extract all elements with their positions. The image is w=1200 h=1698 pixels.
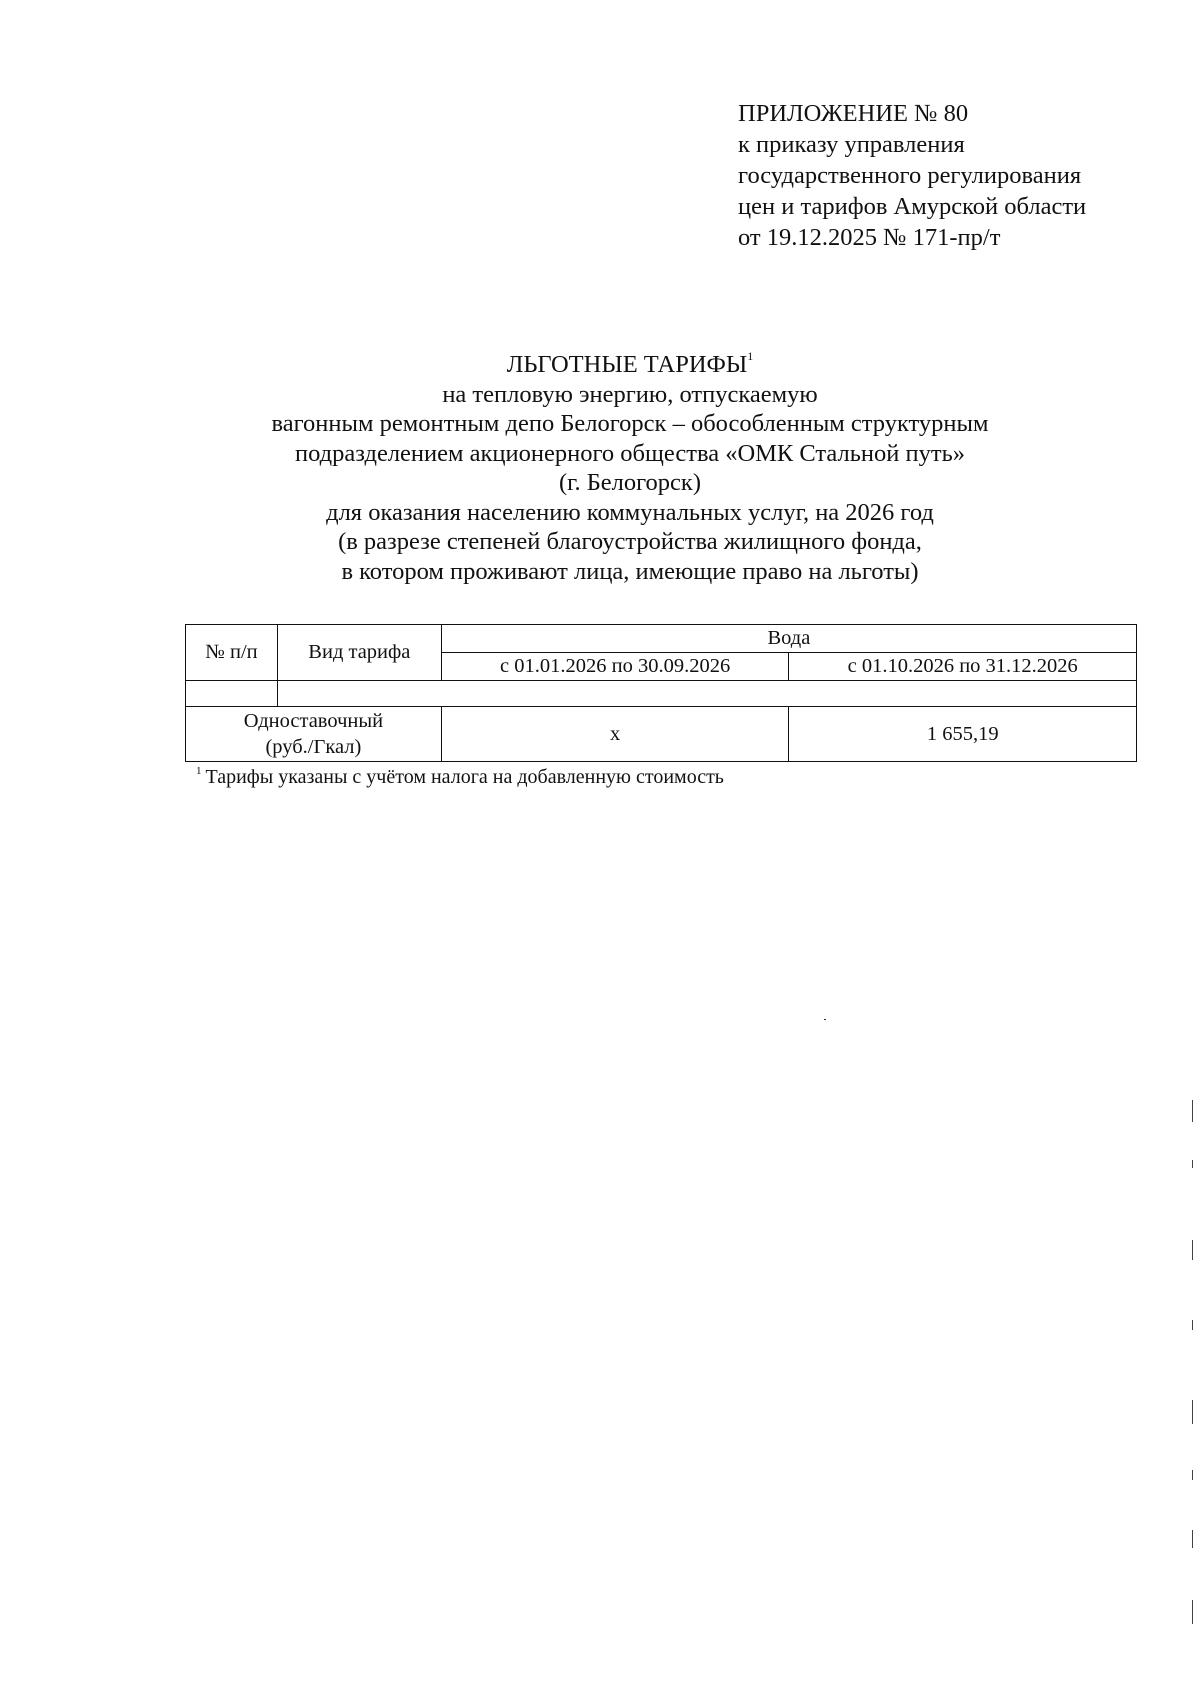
table-row xyxy=(186,681,1137,707)
appendix-block xyxy=(738,98,1086,253)
title-line: (г. Белогорск) xyxy=(559,469,701,496)
empty-cell xyxy=(186,681,278,707)
title-heading-text: ЛЬГОТНЫЕ ТАРИФЫ xyxy=(506,351,748,378)
title-line: на тепловую энергию, отпускаемую xyxy=(442,380,818,408)
tariff-table xyxy=(185,624,1137,762)
title-line: для оказания населению коммунальных услуг, на 2026 год xyxy=(326,498,934,526)
header-tariff-type: Вид тарифа xyxy=(277,625,441,681)
scan-edge-mark xyxy=(1192,1320,1193,1330)
tariff-type-unit: (руб./Гкал) xyxy=(265,736,362,758)
scan-edge-mark xyxy=(1192,1240,1193,1260)
table-row xyxy=(186,707,1137,762)
tariff-type-cell xyxy=(186,707,442,762)
title-line: в котором проживают лица, имеющие право на льготы) xyxy=(341,557,919,585)
appendix-ref-line: к приказу управления xyxy=(738,131,965,158)
scan-edge-mark xyxy=(1192,1600,1193,1624)
appendix-ref-line: цен и тарифов Амурской области xyxy=(738,193,1087,220)
scan-speck xyxy=(824,1019,826,1020)
header-number: № п/п xyxy=(186,625,278,681)
tariff-type-label: Одноставочный xyxy=(243,710,384,732)
appendix-number: ПРИЛОЖЕНИЕ № 80 xyxy=(738,100,969,127)
scan-edge-mark xyxy=(1192,1400,1193,1424)
scan-edge-mark xyxy=(1192,1100,1193,1122)
footnote-mark: 1 xyxy=(196,765,202,777)
title-line: вагонным ремонтным депо Белогорск – обособленным структурным xyxy=(271,410,989,437)
scan-edge-mark xyxy=(1192,1160,1193,1168)
empty-cell xyxy=(277,681,1136,707)
title-line: подразделением акционерного общества «ОМК Стальной путь» xyxy=(295,439,965,467)
table-header-row xyxy=(186,625,1137,653)
scan-edge-mark xyxy=(1192,1470,1193,1480)
footnote xyxy=(196,766,724,789)
scan-edge-mark xyxy=(1192,1530,1193,1548)
document-title xyxy=(200,350,1060,586)
value-period-2: 1 655,19 xyxy=(789,707,1137,762)
title-heading xyxy=(200,350,1060,380)
appendix-order-date: от 19.12.2025 № 171-пр/т xyxy=(738,224,1001,251)
title-line: (в разрезе степеней благоустройства жилищного фонда, xyxy=(338,528,922,555)
appendix-ref-line: государственного регулирования xyxy=(738,162,1082,189)
value-period-1: x xyxy=(441,707,789,762)
header-period-1: с 01.01.2026 по 30.09.2026 xyxy=(441,653,789,681)
header-period-2: с 01.10.2026 по 31.12.2026 xyxy=(789,653,1137,681)
header-water: Вода xyxy=(441,625,1136,653)
footnote-reference: 1 xyxy=(747,349,754,363)
footnote-text: Тарифы указаны с учётом налога на добавленную стоимость xyxy=(205,766,724,788)
